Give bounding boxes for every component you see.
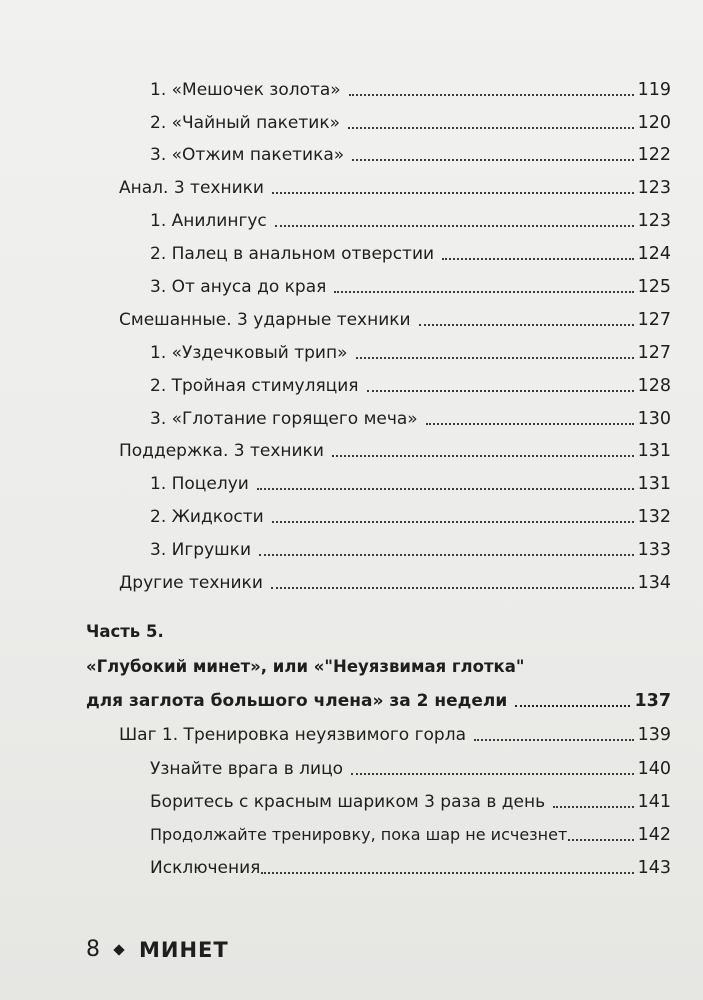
toc-entry-page: 125 <box>637 277 671 297</box>
toc-entry[interactable] <box>150 331 671 363</box>
toc-entry-title: 3. Игрушки <box>150 540 251 560</box>
part-label: Часть 5. <box>86 622 164 641</box>
toc-part-entry[interactable] <box>86 679 671 711</box>
dot-leader <box>272 192 634 194</box>
toc-entry-page: 119 <box>637 80 671 100</box>
toc-section-title: Поддержка. 3 техники <box>119 441 324 461</box>
toc-entry[interactable] <box>150 462 671 494</box>
toc-entry-title: 2. Тройная стимуляция <box>150 376 359 396</box>
dot-leader <box>515 705 630 707</box>
dot-leader <box>351 773 634 775</box>
dot-leader <box>272 521 634 523</box>
toc-entry[interactable] <box>150 199 671 231</box>
toc-entry-page: 140 <box>637 759 671 779</box>
toc-entry[interactable] <box>150 364 671 396</box>
diamond-icon <box>113 944 124 955</box>
toc-entry[interactable] <box>150 780 671 812</box>
page-footer <box>86 937 229 962</box>
toc-entry-title: Боритесь с красным шариком 3 раза в день <box>150 792 546 812</box>
toc-entry[interactable] <box>150 232 671 264</box>
toc-entry[interactable] <box>150 528 671 560</box>
dot-leader <box>352 159 633 161</box>
toc-section[interactable] <box>119 561 671 593</box>
toc-entry-page: 137 <box>634 691 671 711</box>
toc-entry-page: 143 <box>637 858 671 878</box>
toc-entry-page: 120 <box>637 113 671 133</box>
toc-entry-page: 139 <box>637 725 671 745</box>
toc-entry-page: 123 <box>637 178 671 198</box>
dot-leader <box>568 839 633 841</box>
toc-entry-page: 128 <box>637 376 671 396</box>
toc-entry[interactable] <box>150 747 671 779</box>
toc-entry-title: Исключения <box>150 858 261 878</box>
toc-entry-title: 3. «Глотание горящего меча» <box>150 409 418 429</box>
dot-leader <box>442 258 634 260</box>
toc-section-title: Другие техники <box>119 573 263 593</box>
dot-leader <box>419 324 634 326</box>
toc-entry-page: 131 <box>637 474 671 494</box>
toc-section[interactable] <box>119 298 671 330</box>
dot-leader <box>257 488 634 490</box>
dot-leader <box>275 225 634 227</box>
toc-entry-title: Продолжайте тренировку, пока шар не исчезнет <box>150 825 568 844</box>
toc-entry-title: 2. «Чайный пакетик» <box>150 113 341 133</box>
toc-section[interactable] <box>119 166 671 198</box>
toc-section-title: Смешанные. 3 ударные техники <box>119 310 411 330</box>
toc-entry-page: 133 <box>637 540 671 560</box>
running-title: МИНЕТ <box>139 937 229 962</box>
dot-leader <box>349 94 634 96</box>
dot-leader <box>348 127 634 129</box>
toc-entry-title: Узнайте врага в лицо <box>150 759 344 779</box>
dot-leader <box>426 423 634 425</box>
toc-entry-title: 1. «Уздечковый трип» <box>150 343 348 363</box>
part-title-line2: для заглота большого члена» за 2 недели <box>86 691 508 711</box>
toc-entry-page: 127 <box>637 310 671 330</box>
dot-leader <box>474 739 634 741</box>
toc-entry-title: 1. Поцелуи <box>150 474 249 494</box>
dot-leader <box>259 554 634 556</box>
toc-entry[interactable] <box>150 101 671 133</box>
toc-entry-title: 3. От ануса до края <box>150 277 327 297</box>
part-title-line1: «Глубокий минет», или «"Неуязвимая глотка" <box>86 657 525 676</box>
toc-entry-title: 2. Палец в анальном отверстии <box>150 244 435 264</box>
toc-entry[interactable] <box>150 68 671 100</box>
toc-entry-page: 141 <box>637 792 671 812</box>
toc-entry-page: 131 <box>637 441 671 461</box>
dot-leader <box>553 806 633 808</box>
toc-entry[interactable] <box>150 813 671 845</box>
toc-entry-title: 3. «Отжим пакетика» <box>150 145 345 165</box>
toc-section-title: Шаг 1. Тренировка неуязвимого горла <box>119 725 466 745</box>
toc-entry-page: 142 <box>637 825 671 845</box>
dot-leader <box>367 390 634 392</box>
toc-entry-page: 124 <box>637 244 671 264</box>
toc-section-title: Анал. 3 техники <box>119 178 264 198</box>
toc-entry[interactable] <box>150 846 671 878</box>
toc-entry-page: 134 <box>637 573 671 593</box>
toc-entry-title: 1. Анилингус <box>150 211 267 231</box>
toc-entry-page: 123 <box>637 211 671 231</box>
toc-entry-page: 130 <box>637 409 671 429</box>
dot-leader <box>334 291 633 293</box>
toc-entry-page: 127 <box>637 343 671 363</box>
page-number: 8 <box>86 937 101 962</box>
dot-leader <box>356 357 634 359</box>
dot-leader <box>261 872 633 874</box>
toc-entry[interactable] <box>150 397 671 429</box>
toc-entry-page: 132 <box>637 507 671 527</box>
toc-entry-title: 1. «Мешочек золота» <box>150 80 341 100</box>
toc-entry[interactable] <box>150 495 671 527</box>
toc-entry-page: 122 <box>637 145 671 165</box>
toc-entry[interactable] <box>150 133 671 165</box>
dot-leader <box>271 587 634 589</box>
dot-leader <box>332 455 634 457</box>
toc-section[interactable] <box>119 429 671 461</box>
toc-entry[interactable] <box>150 265 671 297</box>
toc-entry-title: 2. Жидкости <box>150 507 264 527</box>
toc-section[interactable] <box>119 713 671 745</box>
